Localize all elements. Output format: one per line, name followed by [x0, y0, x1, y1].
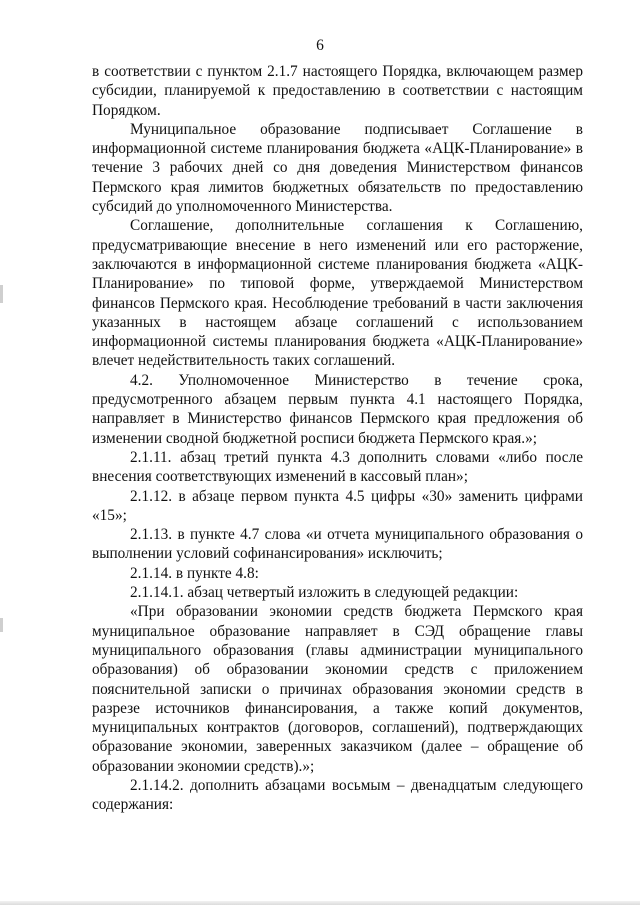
paragraph: в соответствии с пунктом 2.1.7 настоящего Порядка, включающем размер субсидии, планируемой к предоставлению в соответствии с настоящим Порядком. [92, 63, 583, 119]
paragraph: 2.1.13. в пункте 4.7 слова «и отчета муниципального образования о выполнении условий софинансирования» исключить; [92, 526, 583, 563]
paragraph: 2.1.12. в абзаце первом пункта 4.5 цифры «30» заменить цифрами «15»; [92, 487, 583, 524]
paragraph: 4.2. Уполномоченное Министерство в течение срока, предусмотренного абзацем первым пункта 4.1 настоящего Порядка, направляет в Министерство финансов Пермского края предложения об изменении сводной бюджетной росписи бюджета Пермского края.»; [92, 371, 583, 447]
scan-edge-mark [0, 618, 3, 632]
paragraph: «При образовании экономии средств бюджета Пермского края муниципальное образование направляет в СЭД обращение главы муниципального образования (главы администрации муниципального образования) об образовании экономии средств с приложением пояснительной записки о причинах образования экономии средств в разрезе источников финансирования, а также копий документов, муниципальных контрактов (договоров, соглашений), подтверждающих образование экономии, заверенных заказчиком (далее – обращение об образовании экономии средств).»; [92, 603, 583, 775]
paragraph: 2.1.14. в пункте 4.8: [130, 564, 259, 582]
scan-bottom-edge [0, 901, 640, 905]
scan-edge-mark [0, 285, 3, 303]
paragraph: 2.1.14.1. абзац четвертый изложить в следующей редакции: [130, 584, 519, 602]
paragraph: 2.1.11. абзац третий пункта 4.3 дополнить словами «либо после внесения соответствующих изменений в кассовый план»; [92, 448, 583, 486]
page-number: 6 [316, 37, 324, 54]
paragraph: Соглашение, дополнительные соглашения к Соглашению, предусматривающие внесение в него изменений или его расторжение, заключаются в информационной системе планирования бюджета «АЦК-Планирование» по типовой форме, утверждаемой Министерством финансов Пермского края. Несоблюдение требований в части заключения указанных в настоящем абзаце соглашений с использованием информационной системы планирования бюджета «АЦК-Планирование» влечет недействительность таких соглашений. [92, 217, 583, 370]
paragraph: Муниципальное образование подписывает Соглашение в информационной системе планирования бюджета «АЦК-Планирование» в течение 3 рабочих дней со дня доведения Министерством финансов Пермского края лимитов бюджетных обязательств по предоставлению субсидий до уполномоченного Министерства. [92, 120, 583, 216]
document-body [92, 62, 583, 815]
paragraph: 2.1.14.2. дополнить абзацами восьмым – двенадцатым следующего содержания: [92, 776, 583, 814]
